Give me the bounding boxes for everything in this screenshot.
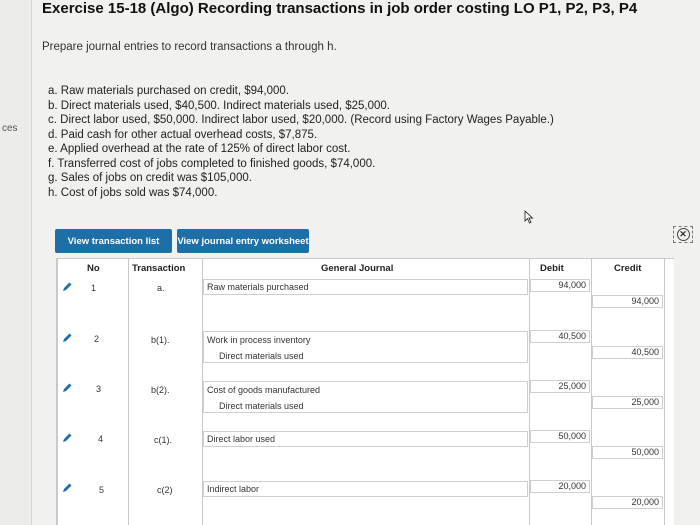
- debit-amount-field[interactable]: 25,000: [530, 380, 590, 393]
- mouse-pointer-icon: [524, 210, 534, 224]
- row-transaction: b(2).: [151, 385, 170, 395]
- exercise-title: Exercise 15-18 (Algo) Recording transactions in job order costing LO P1, P2, P3, P4: [42, 0, 638, 17]
- edit-pencil-icon[interactable]: [61, 281, 73, 293]
- debit-account-text: Work in process inventory: [207, 335, 311, 345]
- row-number: 3: [96, 384, 102, 394]
- debit-amount-field[interactable]: 20,000: [530, 480, 590, 493]
- credit-account-text: Direct materials used: [219, 351, 304, 361]
- transaction-item-f: f. Transferred cost of jobs completed to finished goods, $74,000.: [48, 157, 376, 170]
- left-sidebar-rail: [0, 0, 32, 525]
- debit-account-text: Cost of goods manufactured: [207, 385, 321, 395]
- debit-account-text: Indirect labor: [207, 484, 260, 494]
- row-transaction: c(2): [157, 485, 173, 495]
- transaction-item-b: b. Direct materials used, $40,500. Indirect materials used, $25,000.: [48, 99, 390, 112]
- view-transaction-list-button[interactable]: View transaction list: [55, 229, 172, 253]
- debit-amount-field[interactable]: 94,000: [530, 279, 590, 292]
- row-transaction: c(1).: [154, 435, 172, 445]
- edit-pencil-icon[interactable]: [61, 332, 73, 344]
- credit-amount-field[interactable]: 25,000: [592, 396, 663, 409]
- transaction-item-a: a. Raw materials purchased on credit, $94,000.: [48, 85, 289, 97]
- edit-pencil-icon[interactable]: [61, 432, 73, 444]
- row-number: 5: [99, 485, 105, 495]
- edit-pencil-icon[interactable]: [61, 382, 73, 394]
- column-divider: [128, 259, 129, 525]
- view-journal-entry-worksheet-button[interactable]: View journal entry worksheet: [177, 229, 309, 253]
- credit-amount-field[interactable]: 94,000: [592, 295, 663, 308]
- debit-account-text: Direct labor used: [207, 434, 276, 444]
- header-no: No: [87, 263, 100, 274]
- transaction-item-h: h. Cost of jobs sold was $74,000.: [48, 186, 218, 199]
- row-number: 4: [98, 434, 104, 444]
- transaction-item-d: d. Paid cash for other actual overhead costs, $7,875.: [48, 128, 318, 141]
- transaction-item-c: c. Direct labor used, $50,000. Indirect labor used, $20,000. (Record using Factory Wages Payable.): [48, 114, 554, 126]
- credit-amount-field[interactable]: 20,000: [592, 496, 663, 509]
- credit-account-text: Direct materials used: [219, 401, 304, 411]
- credit-amount-field[interactable]: 50,000: [592, 446, 663, 459]
- header-general-journal: General Journal: [321, 263, 394, 274]
- row-transaction: a.: [157, 283, 165, 293]
- row-transaction: b(1).: [151, 335, 170, 345]
- journal-table: [56, 258, 674, 525]
- debit-amount-field[interactable]: 40,500: [530, 330, 590, 343]
- header-debit: Debit: [540, 263, 564, 274]
- close-button[interactable]: [673, 226, 693, 243]
- side-label: ces: [2, 123, 18, 134]
- transaction-item-e: e. Applied overhead at the rate of 125% of direct labor cost.: [48, 143, 351, 155]
- transaction-item-g: g. Sales of jobs on credit was $105,000.: [48, 172, 252, 184]
- debit-amount-field[interactable]: 50,000: [530, 430, 590, 443]
- column-divider: [664, 259, 665, 525]
- header-transaction: Transaction: [132, 263, 186, 274]
- column-divider: [57, 259, 58, 525]
- instructions-text: Prepare journal entries to record transactions a through h.: [42, 41, 337, 53]
- close-icon: ✕: [677, 228, 690, 241]
- row-number: 2: [94, 334, 100, 344]
- row-number: 1: [91, 283, 97, 293]
- edit-pencil-icon[interactable]: [61, 482, 73, 494]
- transaction-list: [48, 84, 554, 200]
- debit-account-text: Raw materials purchased: [207, 282, 309, 292]
- header-credit: Credit: [614, 263, 642, 274]
- credit-amount-field[interactable]: 40,500: [592, 346, 663, 359]
